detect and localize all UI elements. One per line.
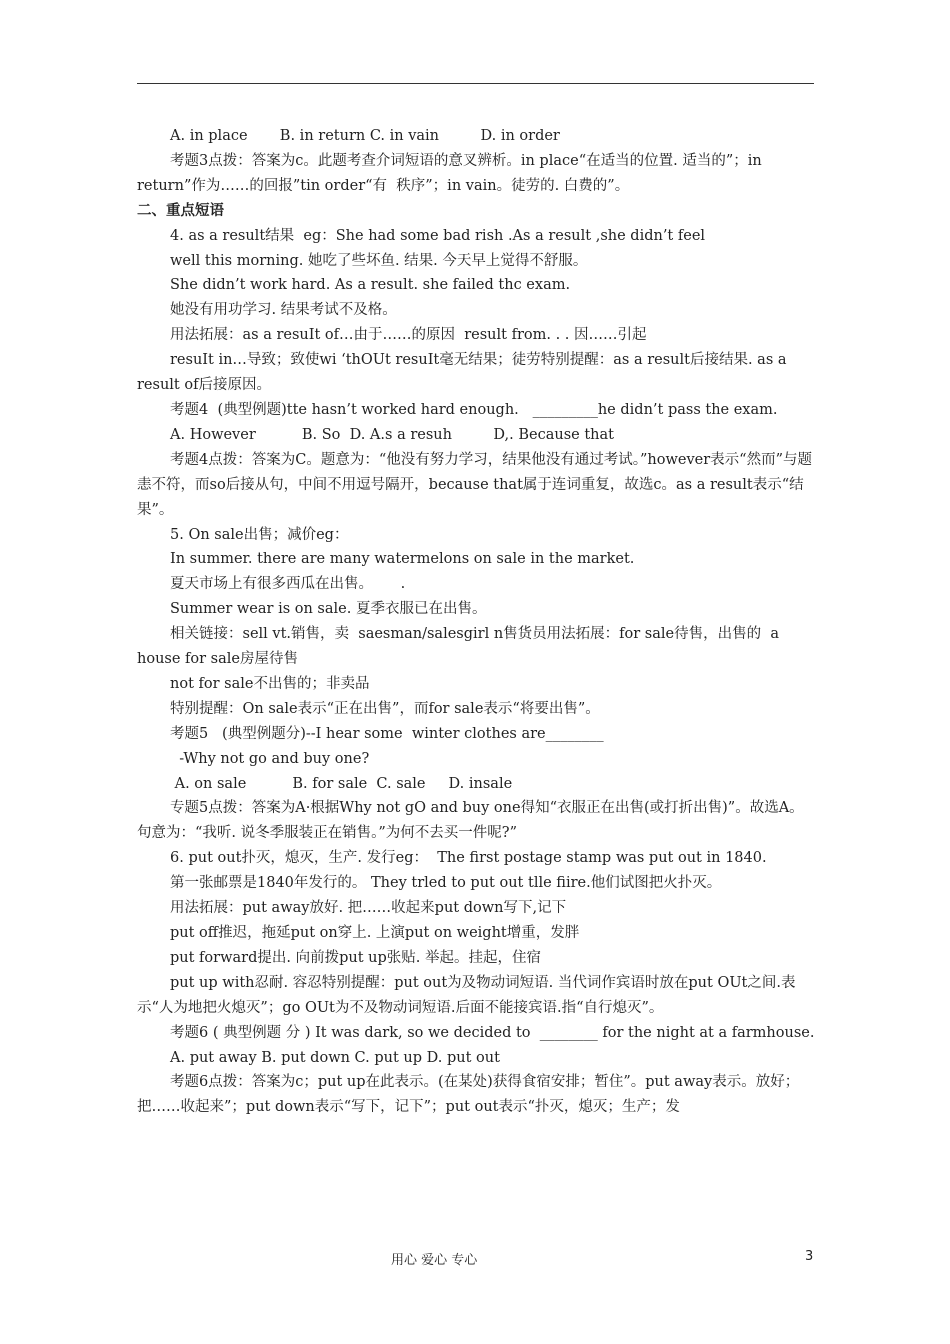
text-line: 用法拓展：as a resuIt of…由于……的原因 result from. . . 因……引起 <box>170 327 647 344</box>
section-heading: 二、重点短语 <box>137 201 224 219</box>
document-body <box>137 124 817 1120</box>
footer-motto: 用心 爱心 专心 <box>391 1253 478 1268</box>
text-line: -Why not go and buy one? <box>170 750 370 767</box>
text-line: Summer wear is on sale. 夏季衣服已在出售。 <box>170 601 487 618</box>
text-line: A. However B. So D. A.s a resuh D,. Because that <box>170 426 614 443</box>
text-line: A. put away B. put down C. put up D. put out <box>170 1049 500 1066</box>
text-line: 专题5点拨：答案为A·根据Why not gO and buy one得知“衣服正在出售(或打折出售)”。故选A。句意为：“我听. 说冬季服装正在销售。”为何不去买一件呢?” <box>137 800 804 842</box>
text-line: put up with忍耐. 容忍特别提醒：put out为及物动词短语. 当代词作宾语时放在put OUt之间.表示“人为地把火熄灭”；go OUt为不及物动词短语.后面不能接宾语.指“自行熄灭”。 <box>137 974 796 1016</box>
text-line: 相关链接：sell vt.销售，卖 saesman/salesgirl n售货员用法拓展：for sale待售，出售的 a house for sale房屋待售 <box>137 626 784 668</box>
text-line: In summer. there are many watermelons on sale in the market. <box>170 551 635 568</box>
text-line: 特别提醒：On sale表示“正在出售”，而for sale表示“将要出售”。 <box>170 700 600 717</box>
text-line: 夏天市场上有很多西瓜在出售。 . <box>170 576 406 593</box>
text-line: 第一张邮票是1840年发行的。 They trled to put out tlle fiire.他们试图把火扑灭。 <box>170 875 722 892</box>
text-line: She didn’t work hard. As a result. she failed thc exam. <box>170 277 571 294</box>
text-line: 6. put out扑灭，熄灭，生产. 发行eg： The first postage stamp was put out in 1840. <box>170 850 767 867</box>
text-line: 用法拓展：put away放好. 把……收起来put down写下,记下 <box>170 900 567 917</box>
text-line: 考题6点拨：答案为c；put up在此表示。(在某处)获得食宿安排；暂住”。put away表示。放好；把……收起来”；put down表示“写下，记下”；put out表示“扑灭，熄灭；生产；发 <box>137 1074 800 1116</box>
header-rule <box>137 83 814 84</box>
page-number: 3 <box>805 1249 814 1264</box>
text-line: 5. On sale出售；减价eg： <box>170 526 349 543</box>
text-line: 考题4 (典型例题)tte hasn’t worked hard enough. _________he didn’t pass the exam. <box>170 401 778 418</box>
text-line: 4. as a result结果 eg：She had some bad rish .As a result ,she didn’t feel <box>170 227 706 244</box>
text-line: put off推迟，拖延put on穿上. 上演put on weight增重，发胖 <box>170 925 580 941</box>
text-line: A. in place B. in return C. in vain D. in order <box>170 128 560 144</box>
text-line: 考题5 (典型例题分)--I hear some winter clothes are________ <box>170 725 604 742</box>
text-line: 考题3点拨：答案为c。此题考查介词短语的意叉辨析。in place“在适当的位置. 适当的”；in return”作为……的回报”tin order“有 秩序”；in vain。徒劳的. 白费的”。 <box>137 152 767 194</box>
text-line: 考题6 ( 典型例题 分 ) It was dark, so we decided to ________ for the night at a farmhouse. <box>170 1024 815 1041</box>
text-line: well this morning. 她吃了些坏鱼. 结果. 今天早上觉得不舒服。 <box>170 252 588 269</box>
text-line: put forward提出. 向前拨put up张贴. 举起。挂起，住宿 <box>170 949 541 966</box>
text-line: 考题4点拨：答案为C。题意为：“他没有努力学习，结果他没有通过考试。”however表示“然而”与题恚不符，而so后接从句，中间不用逗号隔开，because that属于连词重复，故选c。as a result表示“结果”。 <box>137 451 812 518</box>
text-line: resuIt in…导致；致使wi ‘thOUt resuIt毫无结果；徒劳特别提醒：as a result后接结果. as a result of后接原因。 <box>137 352 792 394</box>
text-line: 她没有用功学习. 结果考试不及格。 <box>170 302 397 319</box>
text-line: not for sale不出售的；非卖品 <box>170 675 370 692</box>
text-line: A. on sale B. for sale C. sale D. insale <box>170 775 513 792</box>
